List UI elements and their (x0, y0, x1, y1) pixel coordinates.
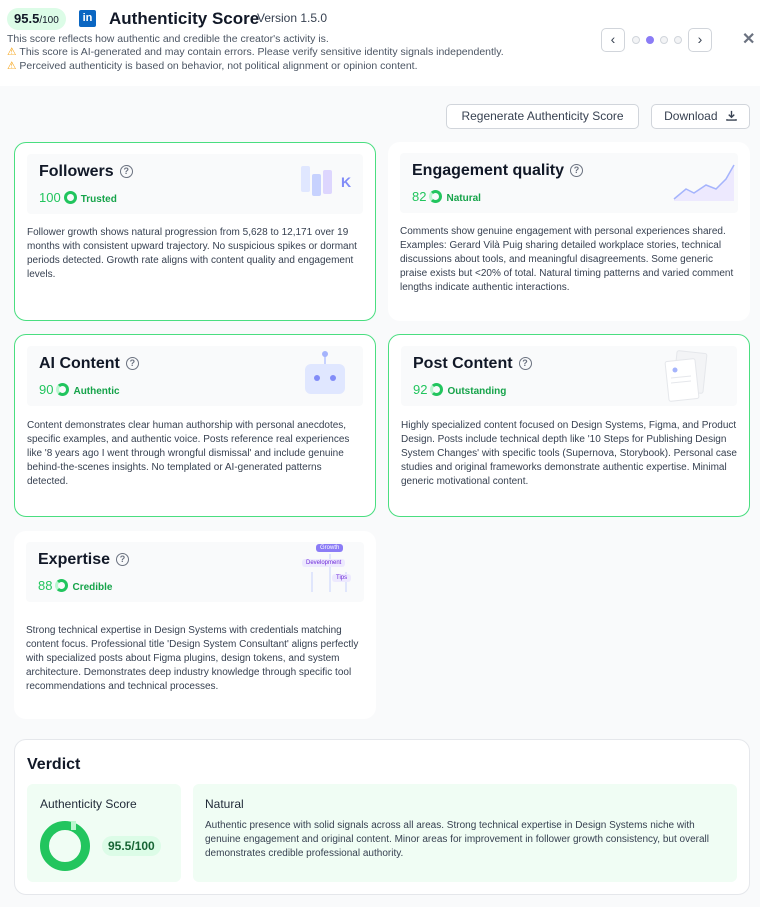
expertise-tree-illustration (288, 542, 368, 602)
verdict-score-box (27, 784, 181, 882)
robot-icon (299, 350, 351, 405)
card-title: Expertise ? (38, 551, 129, 569)
chevron-left-icon: ‹ (610, 31, 616, 47)
header (0, 0, 760, 86)
card-description: Comments show genuine engagement with personal experiences shared. Examples: Gerard Vilà Puig sharing detailed workplace stories, technical discussions about tools, and meaningful disagreements. Some generic praise exists but <20% of total. Natural timing patterns and varied comment lengths indicate authentic interactions. (400, 226, 734, 293)
verdict-text: Authentic presence with solid signals across all areas. Strong technical expertise in Design Systems niche with genuine engagement and original content. Minor areas for improvement in follower growth consistency, but overall demonstrates credible professional authority. (205, 820, 709, 859)
help-icon[interactable]: ? (570, 164, 583, 177)
tag-growth: Growth (316, 544, 343, 552)
version-label: Version 1.5.0 (257, 11, 328, 25)
pager-dot[interactable] (632, 36, 640, 44)
documents-icon (661, 348, 723, 407)
close-icon[interactable]: ✕ (742, 31, 756, 48)
page-title: Authenticity Score (109, 9, 260, 28)
warning-icon: ⚠ (7, 46, 17, 58)
verdict-summary-box (193, 784, 737, 882)
chevron-right-icon: › (697, 31, 703, 47)
download-button[interactable] (651, 104, 750, 129)
score-ring-icon (64, 191, 77, 204)
card-score: 82 Natural (412, 189, 481, 204)
score-ring-icon (429, 190, 442, 203)
pager-dot-active[interactable] (646, 36, 654, 44)
followers-illustration (299, 160, 359, 209)
thousands-k-icon: K (341, 174, 352, 190)
card-title: AI Content ? (39, 355, 139, 373)
tag-tips: Tips (332, 574, 351, 582)
pager-dot[interactable] (674, 36, 682, 44)
prev-button[interactable] (601, 28, 625, 52)
card-score: 92 Outstanding (413, 382, 507, 397)
header-score-badge: 95.5/100 (7, 8, 66, 30)
engagement-card (388, 142, 750, 321)
card-score: 90 Authentic (39, 382, 120, 397)
score-ring-icon (55, 579, 68, 592)
card-description: Highly specialized content focused on Design Systems, Figma, and Product Design. Posts include technical depth like '10 Steps for Publishing Design System Changes' with specific tools (Supernova, Storybook). Personal case studies and original frameworks demonstrate authentic expertise. Minimal generic motivational content. (401, 420, 737, 487)
pager-dot[interactable] (660, 36, 668, 44)
score-ring-icon (430, 383, 443, 396)
ai-content-card (14, 334, 376, 517)
regenerate-button[interactable]: Regenerate Authenticity Score (446, 104, 639, 129)
card-header (26, 542, 364, 602)
expertise-card (14, 531, 376, 719)
card-header (27, 346, 363, 406)
card-score: 88 Credible (38, 578, 113, 593)
verdict-panel (14, 739, 750, 895)
post-content-card (388, 334, 750, 517)
help-icon[interactable]: ? (120, 165, 133, 178)
card-header (400, 153, 738, 213)
download-label: Download (664, 109, 718, 123)
card-description: Content demonstrates clear human authorship with personal anecdotes, specific examples, and authentic voice. Posts reference real experiences like '8 years ago I went through wrongful dismissal' and include genuine behind-the-scenes insights. No templated or AI-generated patterns detected. (27, 420, 350, 487)
warning-line-1: ⚠ This score is AI-generated and may contain errors. Please verify sensitive identity signals independently. (7, 46, 504, 58)
help-icon[interactable]: ? (116, 553, 129, 566)
next-button[interactable] (688, 28, 712, 52)
card-header (27, 154, 363, 214)
linkedin-logo-icon: in (79, 10, 96, 27)
main-panel (0, 86, 760, 907)
help-icon[interactable]: ? (519, 357, 532, 370)
engagement-chart-illustration (672, 159, 736, 208)
verdict-score-value: 95.5/100 (102, 836, 161, 856)
card-score: 100 Trusted (39, 190, 117, 205)
card-title: Followers ? (39, 163, 133, 181)
score-donut-icon (40, 821, 90, 871)
followers-card (14, 142, 376, 321)
download-icon (726, 110, 737, 121)
tag-development: Development (302, 559, 345, 567)
card-title: Post Content ? (413, 355, 532, 373)
warning-icon: ⚠ (7, 60, 17, 72)
card-description: Follower growth shows natural progression from 5,628 to 12,171 over 19 months with consistent upward trajectory. No suspicious spikes or dormant periods detected. Growth rate aligns with content quality and engagement levels. (27, 227, 357, 280)
verdict-category: Natural (205, 797, 244, 811)
card-header (401, 346, 737, 406)
card-description: Strong technical expertise in Design Systems with credentials matching content focus. Professional title 'Design System Consultant' aligns perfectly with specialized posts about Figma plugins, design tokens, and system architecture. Demonstrates deep industry knowledge through specific tool recommendations and technical processes. (26, 625, 359, 692)
verdict-score-label: Authenticity Score (40, 797, 137, 811)
help-icon[interactable]: ? (126, 357, 139, 370)
card-title: Engagement quality ? (412, 162, 583, 180)
score-ring-icon (56, 383, 69, 396)
warning-line-2: ⚠ Perceived authenticity is based on behavior, not political alignment or opinion content. (7, 60, 418, 72)
verdict-title: Verdict (27, 756, 81, 773)
score-description: This score reflects how authentic and credible the creator's activity is. (7, 33, 329, 45)
